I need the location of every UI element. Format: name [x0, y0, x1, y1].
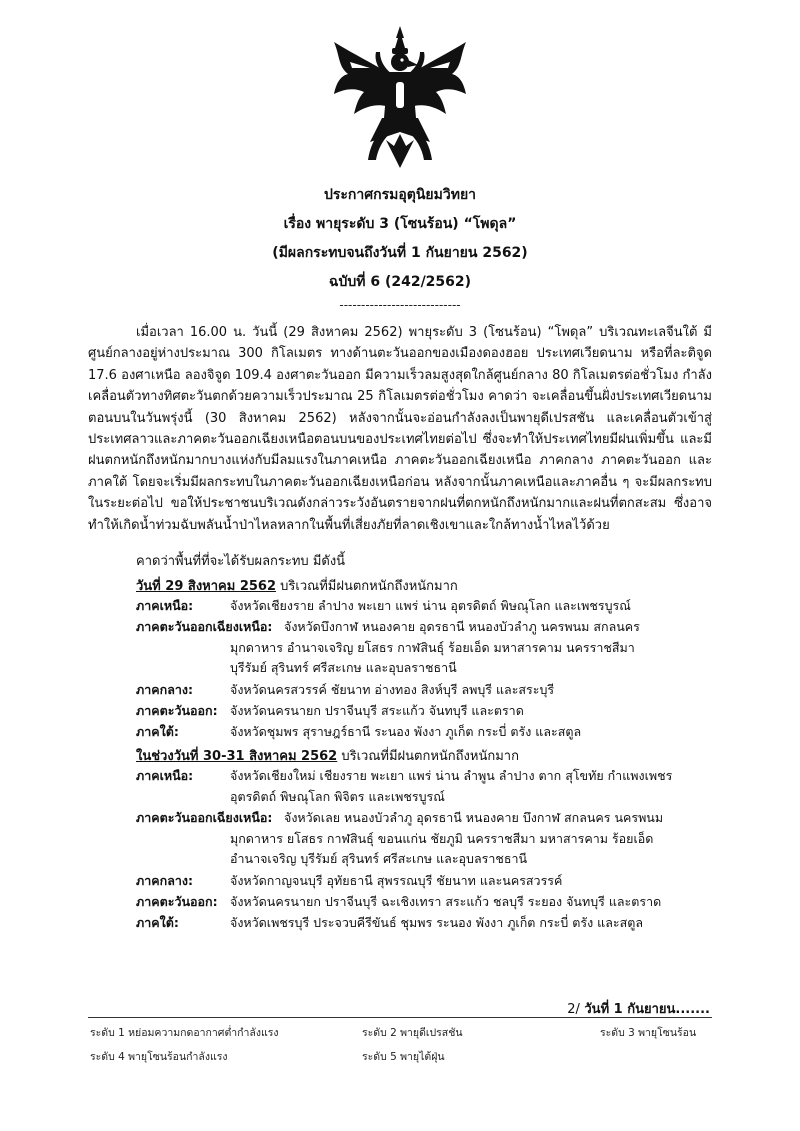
section-2-desc: บริเวณที่มีฝนตกหนักถึงหนักมาก: [337, 749, 519, 764]
footer-level-3: ระดับ 3 พายุโซนร้อน: [600, 1027, 697, 1039]
garuda-emblem: [330, 22, 470, 172]
section-1-desc: บริเวณที่มีฝนตกหนักถึงหนักมาก: [276, 579, 458, 594]
region-provinces: จังหวัดนครนายก ปราจีนบุรี ฉะเชิงเทรา สระแก้ว ชลบุรี ระยอง จันทบุรี และตราด: [230, 894, 662, 909]
region-provinces: จังหวัดชุมพร สุราษฎร์ธานี ระนอง พังงา ภูเก็ต กระบี่ ตรัง และสตูล: [230, 724, 582, 739]
region-label: ภาคตะวันออก:: [136, 894, 218, 909]
region-provinces: จังหวัดเลย หนองบัวลำภู อุดรธานี หนองคาย บึงกาฬ สกลนคร นครพนม มุกดาหาร ยโสธร กาฬสินธุ์ ขอนแก่น ชัยภูมิ นครราชสีมา มหาสารคาม ร้อยเอ็ด อำนาจเจริญ บุรีรัมย์ สุรินทร์ ศรีสะเกษ และอุบลราชธานี: [230, 810, 664, 866]
region-label: ภาคเหนือ:: [136, 768, 194, 783]
forecast-intro: คาดว่าพื้นที่ที่จะได้รับผลกระทบ มีดังนี้: [136, 554, 346, 569]
region-label: ภาคใต้:: [136, 724, 179, 739]
footer-level-4: ระดับ 4 พายุโซนร้อนกำลังแรง: [90, 1051, 228, 1063]
region-label: ภาคตะวันออกเฉียงเหนือ:: [136, 810, 273, 825]
header-separator: ----------------------------: [339, 298, 461, 312]
footer-divider: [88, 1017, 712, 1018]
section-1-heading: [136, 575, 458, 596]
section-1-date: วันที่ 29 สิงหาคม 2562: [136, 579, 277, 594]
document-issue-number: ฉบับที่ 6 (242/2562): [328, 274, 472, 290]
region-label: ภาคเหนือ:: [136, 598, 194, 613]
region-provinces: จังหวัดนครนายก ปราจีนบุรี สระแก้ว จันทบุรี และตราด: [230, 703, 524, 718]
continuation-page-number: 2/: [567, 1002, 580, 1017]
region-label: ภาคตะวันออกเฉียงเหนือ:: [136, 619, 273, 634]
document-title: ประกาศกรมอุตุนิยมวิทยา: [323, 187, 477, 203]
region-label: ภาคใต้:: [136, 915, 179, 930]
region-label: ภาคกลาง:: [136, 873, 193, 888]
section-2-date: ในช่วงวันที่ 30-31 สิงหาคม 2562: [136, 749, 338, 764]
region-label: ภาคกลาง:: [136, 682, 193, 697]
document-subject: เรื่อง พายุระดับ 3 (โซนร้อน) “โพดุล”: [283, 216, 517, 232]
footer-level-2: ระดับ 2 พายุดีเปรสชัน: [362, 1027, 463, 1039]
page-continuation: [567, 998, 710, 1019]
section-2-heading: [136, 745, 519, 766]
footer-level-1: ระดับ 1 หย่อมความกดอากาศต่ำกำลังแรง: [90, 1027, 279, 1039]
footer-level-5: ระดับ 5 พายุไต้ฝุ่น: [362, 1051, 445, 1063]
region-provinces: จังหวัดบึงกาฬ หนองคาย อุดรธานี หนองบัวลำภู นครพนม สกลนคร มุกดาหาร อำนาจเจริญ ยโสธร กาฬสินธุ์ ร้อยเอ็ด มหาสารคาม นครราชสีมา บุรีรัมย์ สุรินทร์ ศรีสะเกษ และอุบลราชธานี: [230, 619, 640, 675]
region-provinces: จังหวัดเชียงราย ลำปาง พะเยา แพร่ น่าน อุตรดิตถ์ พิษณุโลก และเพชรบูรณ์: [230, 598, 631, 613]
main-paragraph: [88, 322, 712, 536]
region-provinces: จังหวัดกาญจนบุรี อุทัยธานี สุพรรณบุรี ชัยนาท และนครสวรรค์: [230, 873, 563, 888]
continuation-text: วันที่ 1 กันยายน.......: [579, 1002, 710, 1017]
region-provinces: จังหวัดเพชรบุรี ประจวบคีรีขันธ์ ชุมพร ระนอง พังงา ภูเก็ต กระบี่ ตรัง และสตูล: [230, 915, 644, 930]
document-effect-date: (มีผลกระทบจนถึงวันที่ 1 กันยายน 2562): [272, 245, 528, 261]
region-provinces: จังหวัดเชียงใหม่ เชียงราย พะเยา แพร่ น่าน ลำพูน ลำปาง ตาก สุโขทัย กำแพงเพชร อุตรดิตถ์ พิษณุโลก พิจิตร และเพชรบูรณ์: [230, 768, 673, 804]
region-label: ภาคตะวันออก:: [136, 703, 218, 718]
main-paragraph-text: เมื่อเวลา 16.00 น. วันนี้ (29 สิงหาคม 2562) พายุระดับ 3 (โซนร้อน) “โพดุล” บริเวณทะเลจีนใต้ มีศูนย์กลางอยู่ห่างประมาณ 300 กิโลเมตร ทางด้านตะวันออกของเมืองดองฮอย ประเทศเวียดนาม หรือที่ละติจูด 17.6 องศาเหนือ ลองจิจูด 109.4 องศาตะวันออก มีความเร็วลมสูงสุดใกล้ศูนย์กลาง 80 กิโลเมตรต่อชั่วโมง กำลังเคลื่อนตัวทางทิศตะวันตกด้วยความเร็วประมาณ 25 กิโลเมตรต่อชั่วโมง คาดว่า จะเคลื่อนขึ้นฝั่งประเทศเวียดนามตอนบนในวันพรุ่งนี้ (30 สิงหาคม 2562) หลังจากนั้นจะอ่อนกำลังลงเป็นพายุดีเปรสชัน และเคลื่อนตัวเข้าสู่ประเทศลาวและภาคตะวันออกเฉียงเหนือตอนบนของประเทศไทยต่อไป ซึ่งจะทำให้ประเทศไทยมีฝนเพิ่มขึ้น และมีฝนตกหนักถึงหนักมากบางแห่งกับมีลมแรงในภาคเหนือ ภาคตะวันออกเฉียงเหนือ ภาคกลาง ภาคตะวันออก และภาคใต้ โดยจะเริ่มมีผลกระทบในภาคตะวันออกเฉียงเหนือก่อน หลังจากนั้นภาคเหนือและภาคอื่น ๆ จะมีผลกระทบในระยะต่อไป ขอให้ประชาชนบริเวณดังกล่าวระวังอันตรายจากฝนที่ตกหนักถึงหนักมากและฝนที่ตกสะสม ซึ่งอาจทำให้เกิดน้ำท่วมฉับพลันน้ำป่าไหลหลากในพื้นที่เสี่ยงภัยที่ลาดเชิงเขาและใกล้ทางน้ำไหลไว้ด้วย: [88, 325, 712, 533]
region-provinces: จังหวัดนครสวรรค์ ชัยนาท อ่างทอง สิงห์บุรี ลพบุรี และสระบุรี: [230, 682, 555, 697]
